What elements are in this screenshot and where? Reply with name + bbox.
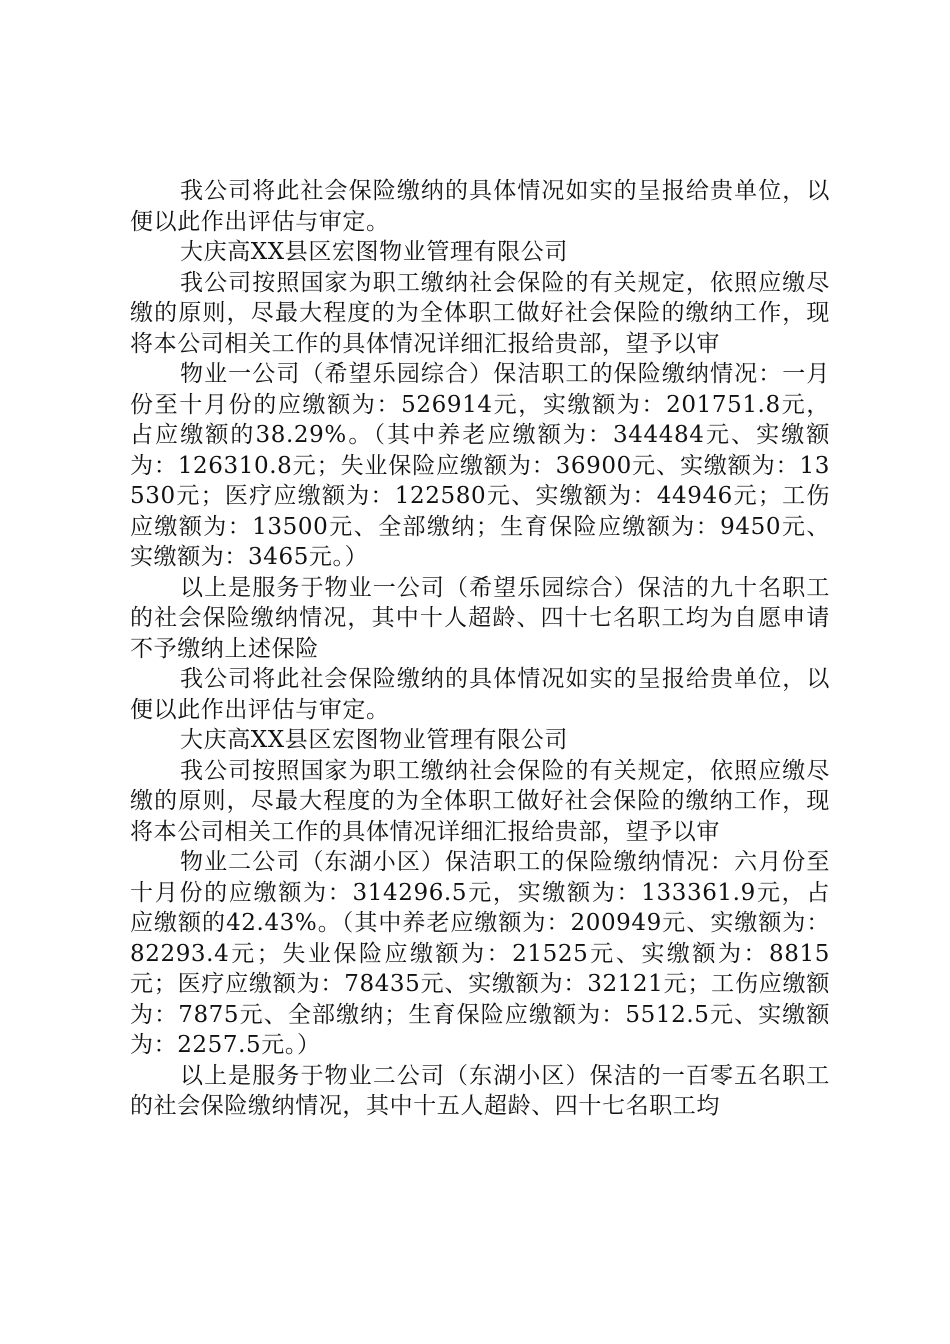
document-body [130,176,830,1122]
paragraph-company-two-summary: 以上是服务于物业二公司（东湖小区）保洁的一百零五名职工的社会保险缴纳情况，其中十五人超龄、四十七名职工均 [130,1062,830,1119]
paragraph-submission-2: 我公司将此社会保险缴纳的具体情况如实的呈报给贵单位，以便以此作出评估与审定。 [130,666,830,723]
paragraph-company-two-payments: 物业二公司（东湖小区）保洁职工的保险缴纳情况：六月份至十月份的应缴额为：314296.5元，实缴额为：133361.9元，占应缴额的42.43%。（其中养老应缴额为：200949元、实缴额为：82293.4元；失业保险应缴额为：21525元、实缴额为：8815元；医疗应缴额为：78435元、实缴额为：32121元；工伤应缴额为：7875元、全部缴纳；生育保险应缴额为：5512.5元、实缴额为：2257.5元。） [130,849,830,1058]
paragraph-intro-1: 我公司按照国家为职工缴纳社会保险的有关规定，依照应缴尽缴的原则，尽最大程度的为全体职工做好社会保险的缴纳工作，现将本公司相关工作的具体情况详细汇报给贵部，望予以审 [130,269,830,357]
paragraph-company-one-payments: 物业一公司（希望乐园综合）保洁职工的保险缴纳情况：一月份至十月份的应缴额为：526914元，实缴额为：201751.8元，占应缴额的38.29%。（其中养老应缴额为：344484元、实缴额为：126310.8元；失业保险应缴额为：36900元、实缴额为：13530元；医疗应缴额为：122580元、实缴额为：44946元；工伤应缴额为：13500元、全部缴纳；生育保险应缴额为：9450元、实缴额为：3465元。） [130,361,830,570]
paragraph-intro-2: 我公司按照国家为职工缴纳社会保险的有关规定，依照应缴尽缴的原则，尽最大程度的为全体职工做好社会保险的缴纳工作，现将本公司相关工作的具体情况详细汇报给贵部，望予以审 [130,757,830,845]
paragraph-company-name-1: 大庆高XX县区宏图物业管理有限公司 [180,239,568,265]
paragraph-company-one-summary: 以上是服务于物业一公司（希望乐园综合）保洁的九十名职工的社会保险缴纳情况，其中十人超龄、四十七名职工均为自愿申请不予缴纳上述保险 [130,574,830,662]
paragraph-company-name-2: 大庆高XX县区宏图物业管理有限公司 [180,727,568,753]
paragraph-submission-1: 我公司将此社会保险缴纳的具体情况如实的呈报给贵单位，以便以此作出评估与审定。 [130,178,830,235]
